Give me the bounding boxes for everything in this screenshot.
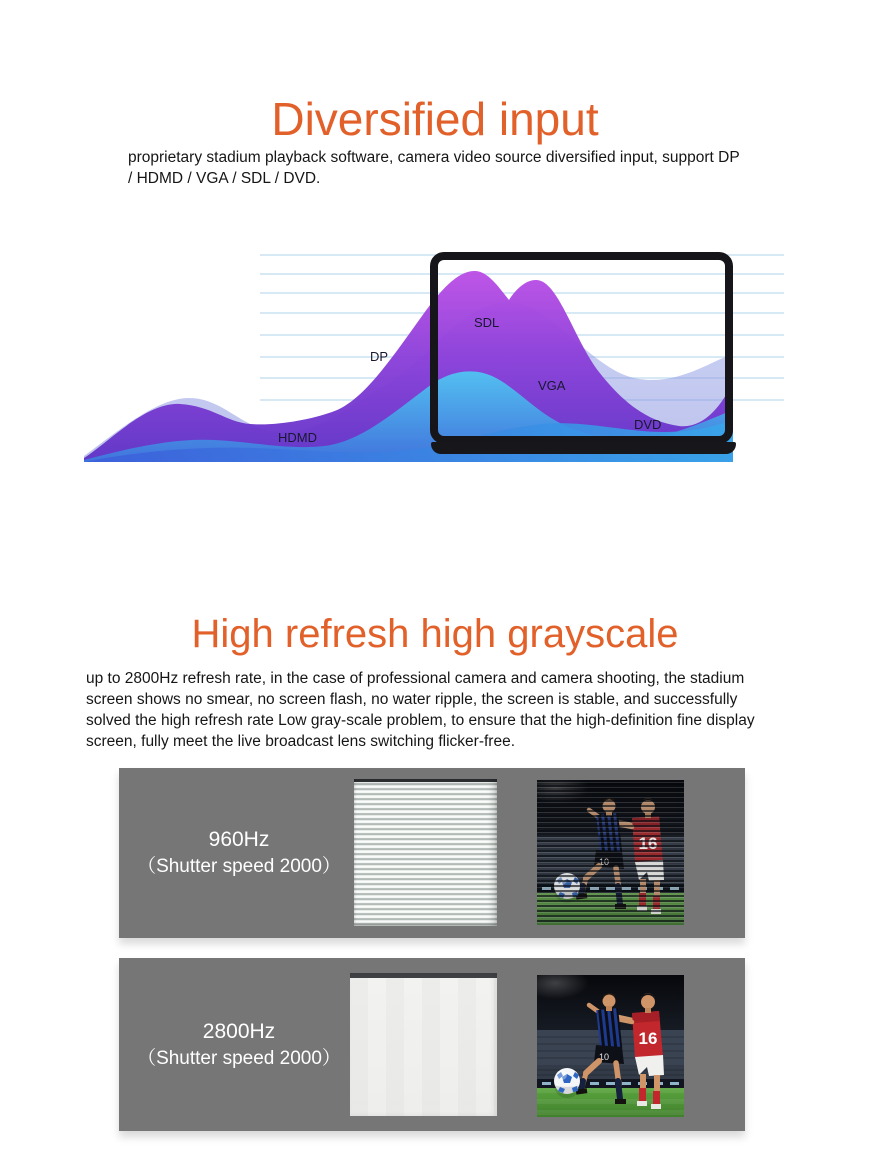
tablet-display-base — [431, 442, 736, 454]
scanline-stripes-sample-image — [354, 779, 497, 926]
comparison-panel-2800hz — [119, 958, 745, 1131]
diversified-input-title: Diversified input — [271, 93, 599, 145]
panel-2800-shutter-speed: （Shutter speed 2000） — [137, 1047, 341, 1069]
high-refresh-title: High refresh high grayscale — [191, 612, 679, 656]
input-label-dp: DP — [370, 349, 389, 364]
input-label-sdl: SDL — [474, 315, 500, 330]
game-screenshot-clean — [537, 975, 684, 1117]
input-sources-wave-graphic — [84, 250, 784, 462]
game-screenshot-with-scanlines — [537, 780, 684, 925]
input-label-vga: VGA — [538, 378, 566, 393]
panel-2800-label — [119, 958, 359, 1131]
tablet-display-frame — [430, 252, 733, 444]
input-label-dvd: DVD — [634, 417, 662, 432]
comparison-panel-960hz — [119, 768, 745, 938]
panel-960-label — [119, 768, 359, 938]
high-refresh-description: up to 2800Hz refresh rate, in the case of professional camera and camera shooting, the stadium screen shows no smear, no screen flash, no water ripple, the screen is stable, and successfully solved the high refresh rate Low gray-scale problem, to ensure that the high-definition fine display screen, fully meet the live broadcast lens switching flicker-free. — [86, 670, 755, 750]
diversified-input-description: proprietary stadium playback software, camera video source diversified input, support DP / HDMD / VGA / SDL / DVD. — [128, 149, 740, 187]
panel-960-shutter-speed: （Shutter speed 2000） — [137, 856, 341, 877]
panel-960-frequency: 960Hz — [208, 828, 270, 851]
clean-white-sample-image — [350, 973, 497, 1116]
input-label-hdmd: HDMD — [278, 430, 317, 445]
panel-2800-frequency: 2800Hz — [202, 1019, 276, 1043]
